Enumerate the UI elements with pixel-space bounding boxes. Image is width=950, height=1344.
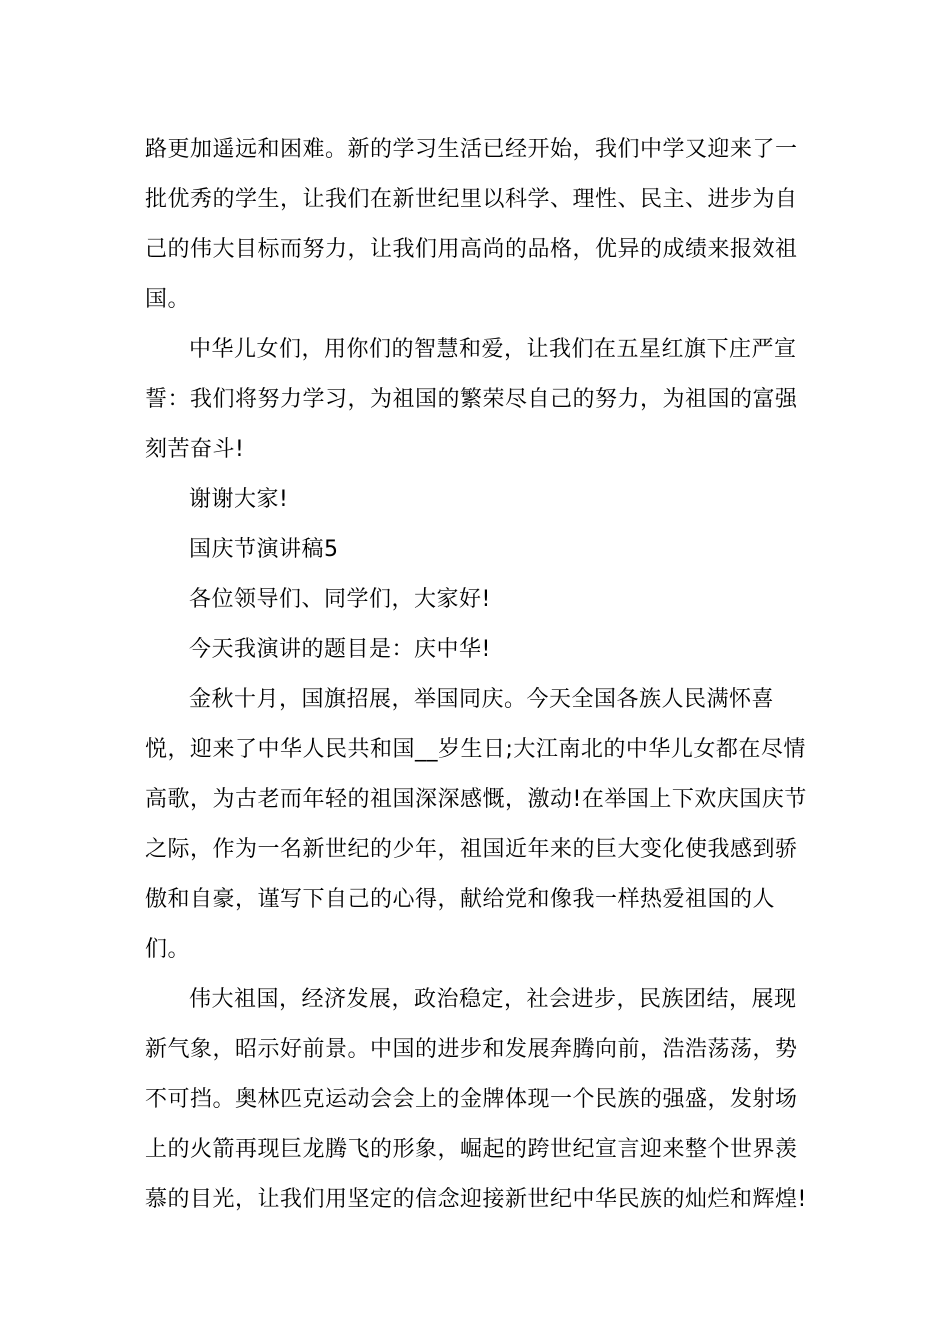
text-line: 各位领导们、同学们，大家好!	[189, 587, 491, 612]
text-line: 们。	[145, 937, 191, 962]
text-line: 刻苦奋斗!	[145, 437, 245, 462]
text-line: 金秋十月，国旗招展，举国同庆。今天全国各族人民满怀喜	[189, 687, 775, 712]
text-line: 不可挡。奥林匹克运动会会上的金牌体现一个民族的强盛，发射场	[145, 1087, 798, 1112]
text-line: 悦，迎来了中华人民共和国__岁生日;大江南北的中华儿女都在尽情	[145, 737, 806, 762]
text-line: 伟大祖国，经济发展，政治稳定，社会进步，民族团结，展现	[189, 987, 797, 1012]
text-line: 国。	[145, 287, 191, 312]
paragraph-2	[145, 325, 810, 475]
speech-topic	[145, 625, 810, 675]
text-line: 国庆节演讲稿5	[189, 537, 339, 562]
text-line: 谢谢大家!	[189, 487, 289, 512]
text-line: 今天我演讲的题目是：庆中华!	[189, 637, 491, 662]
text-line: 路更加遥远和困难。新的学习生活已经开始，我们中学又迎来了一	[145, 137, 798, 162]
text-line: 慕的目光，让我们用坚定的信念迎接新世纪中华民族的灿烂和辉煌!	[145, 1187, 807, 1212]
text-line: 高歌，为古老而年轻的祖国深深感慨，激动!在举国上下欢庆国庆节	[145, 787, 807, 812]
text-line: 中华儿女们，用你们的智慧和爱，让我们在五星红旗下庄严宣	[189, 337, 797, 362]
document-body	[145, 125, 810, 1225]
greeting	[145, 575, 810, 625]
text-line: 上的火箭再现巨龙腾飞的形象，崛起的跨世纪宣言迎来整个世界羡	[145, 1137, 798, 1162]
text-line: 批优秀的学生，让我们在新世纪里以科学、理性、民主、进步为自	[145, 187, 798, 212]
text-line: 新气象，昭示好前景。中国的进步和发展奔腾向前，浩浩荡荡，势	[145, 1037, 798, 1062]
text-line: 傲和自豪，谨写下自己的心得，献给党和像我一样热爱祖国的人	[145, 887, 776, 912]
speech-heading	[145, 525, 810, 575]
paragraph-1	[145, 125, 810, 325]
text-line: 誓：我们将努力学习，为祖国的繁荣尽自己的努力，为祖国的富强	[145, 387, 798, 412]
paragraph-7	[145, 675, 810, 975]
text-line: 之际，作为一名新世纪的少年，祖国近年来的巨大变化使我感到骄	[145, 837, 798, 862]
paragraph-3	[145, 475, 810, 525]
text-line: 己的伟大目标而努力，让我们用高尚的品格，优异的成绩来报效祖	[145, 237, 798, 262]
paragraph-8	[145, 975, 810, 1225]
